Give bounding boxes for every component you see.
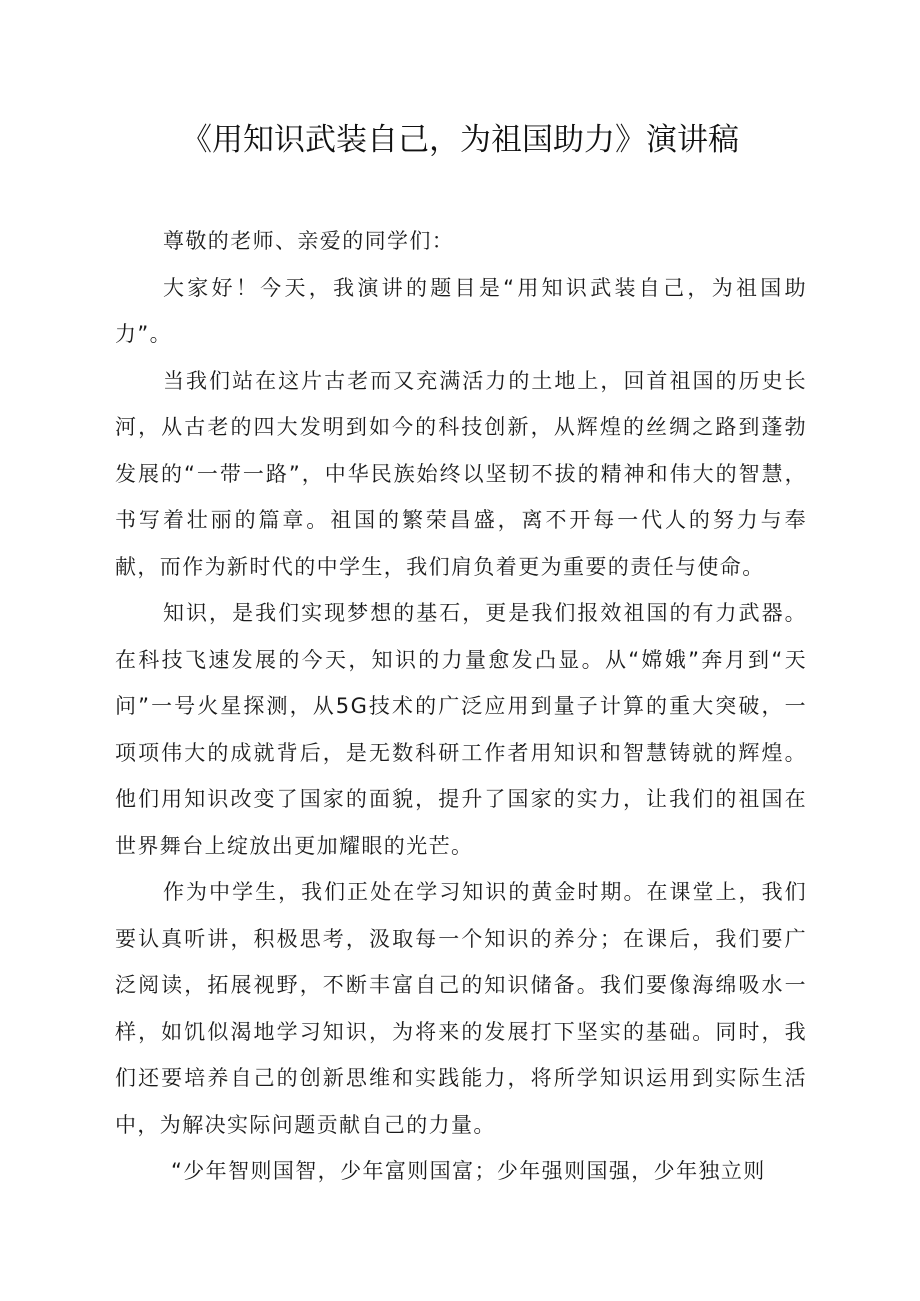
document-body	[115, 218, 807, 1195]
student-paragraph: 作为中学生，我们正处在学习知识的黄金时期。在课堂上，我们要认真听讲，积极思考，汲取每一个知识的养分；在课后，我们要广泛阅读，拓展视野，不断丰富自己的知识储备。我们要像海绵吸水一样，如饥似渴地学习知识，为将来的发展打下坚实的基础。同时，我们还要培养自己的创新思维和实践能力，将所学知识运用到实际生活中，为解决实际问题贡献自己的力量。	[115, 880, 807, 1137]
opening-paragraph: 大家好！今天，我演讲的题目是“用知识武装自己，为祖国助力”。	[115, 275, 807, 346]
document-title: 《用知识武装自己，为祖国助力》演讲稿	[181, 122, 739, 158]
knowledge-paragraph: 知识，是我们实现梦想的基石，更是我们报效祖国的有力武器。在科技飞速发展的今天，知识的力量愈发凸显。从“嫦娥”奔月到“天问”一号火星探测，从5G技术的广泛应用到量子计算的重大突破，一项项伟大的成就背后，是无数科研工作者用知识和智慧铸就的辉煌。他们用知识改变了国家的面貌，提升了国家的实力，让我们的祖国在世界舞台上绽放出更加耀眼的光芒。	[115, 601, 807, 858]
history-paragraph: 当我们站在这片古老而又充满活力的土地上，回首祖国的历史长河，从古老的四大发明到如今的科技创新，从辉煌的丝绸之路到蓬勃发展的“一带一路”，中华民族始终以坚韧不拔的精神和伟大的智慧，书写着壮丽的篇章。祖国的繁荣昌盛，离不开每一代人的努力与奉献，而作为新时代的中学生，我们肩负着更为重要的责任与使命。	[115, 368, 807, 579]
greeting-paragraph: 尊敬的老师、亲爱的同学们：	[163, 229, 455, 253]
quote-paragraph: “少年智则国智，少年富则国富；少年强则国强，少年独立则	[171, 1159, 766, 1183]
